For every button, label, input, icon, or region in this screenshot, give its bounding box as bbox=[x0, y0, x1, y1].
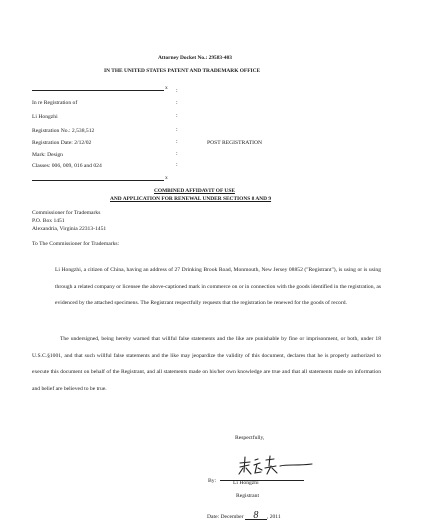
address-line2: P.O. Box 1451 bbox=[32, 218, 65, 224]
post-registration-label: POST REGISTRATION bbox=[207, 140, 263, 146]
caption-colon: : bbox=[176, 88, 178, 94]
address-line3: Alexandria, Virginia 22313-1451 bbox=[32, 226, 107, 232]
caption-top-x: x bbox=[165, 85, 168, 91]
by-label: By: bbox=[208, 478, 217, 484]
caption-bottom-rule bbox=[32, 180, 164, 181]
caption-bottom-x: x bbox=[165, 175, 168, 181]
caption-top-rule bbox=[32, 90, 164, 91]
classes-field: Classes: 006, 009, 016 and 024 bbox=[32, 163, 102, 169]
caption-colon: : bbox=[176, 113, 178, 119]
salutation: To The Commissioner for Trademarks: bbox=[32, 241, 120, 247]
office-heading: IN THE UNITED STATES PATENT AND TRADEMARK OFFICE bbox=[104, 68, 261, 74]
closing: Respectfully, bbox=[235, 435, 265, 441]
date-label: Date: December bbox=[207, 514, 244, 520]
registration-number: Registration No.: 2,538,512 bbox=[32, 128, 95, 134]
handwritten-signature bbox=[236, 454, 316, 478]
docket-number: 29583-403 bbox=[208, 55, 232, 61]
registration-date: Registration Date: 2/12/02 bbox=[32, 140, 92, 146]
caption-colon: : bbox=[176, 127, 178, 133]
address-line1: Commissioner for Trademarks bbox=[32, 210, 101, 216]
document-title-line1: COMBINED AFFIDAVIT OF USE bbox=[154, 188, 235, 194]
docket-line bbox=[158, 55, 232, 62]
date-day: 8 bbox=[245, 512, 267, 520]
caption-colon: : bbox=[176, 162, 178, 168]
mark-field: Mark: Design bbox=[32, 152, 63, 158]
document-title-line2: AND APPLICATION FOR RENEWAL UNDER SECTIONS 8 AND 9 bbox=[110, 196, 272, 202]
signer-title: Registrant bbox=[236, 493, 259, 499]
signer-name: Li Hongzhi bbox=[233, 480, 259, 486]
caption-colon: : bbox=[176, 139, 178, 145]
date-line bbox=[207, 512, 281, 520]
registrant-name: Li Hongzhi bbox=[32, 114, 58, 120]
in-re-label: In re Registration of bbox=[32, 100, 78, 106]
date-year: , 2011 bbox=[266, 514, 281, 520]
caption-colon: : bbox=[176, 100, 178, 106]
affidavit-paragraph-1: Li Hongzhi, a citizen of China, having an address of 27 Drinking Brook Road, Monmouth, New Jersey 08852 ("Registrant"), is using or is using through a related company or licensee the above-captioned mark in commerce on or in connection with the goods identified in the registration, as evidenced by the attached specimens. The Registrant respectfully requests that the registration be renewed for the goods of record. bbox=[55, 267, 381, 306]
docket-label: Attorney Docket No.: bbox=[158, 55, 208, 61]
caption-colon: : bbox=[176, 151, 178, 157]
declaration-paragraph: The undersigned, being hereby warned that willful false statements and the like are punishable by fine or imprisonment, or both, under 18 U.S.C.§1001, and that such willful false statements and the like may jeopardize the validity of this document, declares that he is properly authorized to execute this document on behalf of the Registrant, and all statements made on his/her own knowledge are true and that all statements made on information and belief are believed to be true. bbox=[32, 336, 381, 392]
